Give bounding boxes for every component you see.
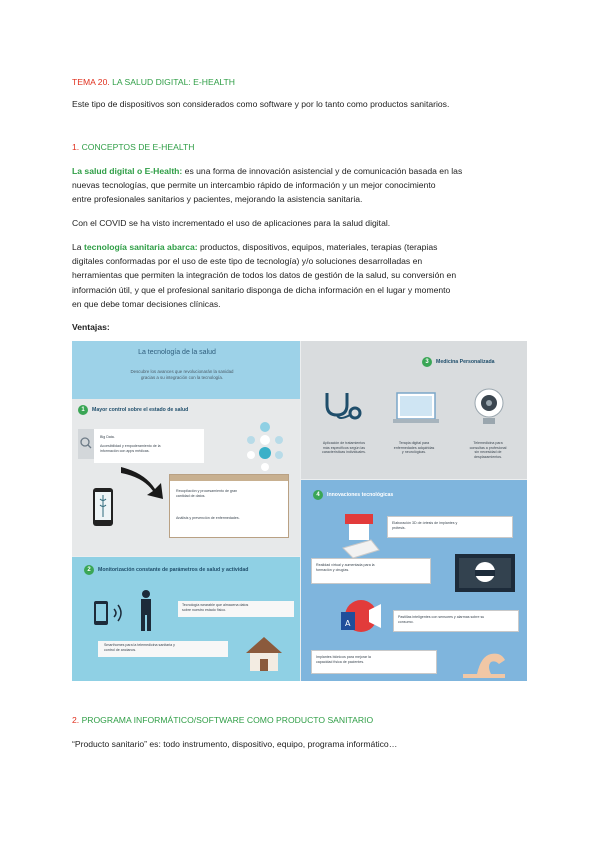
card-smarthome: Smarthomes para la telemedicina sanitaria y control de ancianos. — [98, 641, 228, 657]
card-vr: Realidad virtual y aumentada para la formación y cirugías. — [311, 558, 431, 584]
card-3d: Elaboración 3D de órtesis de implantes y prótesis. — [387, 516, 513, 538]
smartphone-medical-icon — [92, 487, 114, 527]
section1-title: CONCEPTOS DE E-HEALTH — [81, 142, 195, 152]
document-heading — [72, 75, 235, 89]
paragraph-salud-digital: La salud digital o E-Health: es una forma de innovación asistencial y de comunicación basada en las nuevas tecnologías, que permite un intercambio rápido de información y un mejor conocimiento entre profesionales sanitarios y pacientes, mejorando la asistencia sanitaria. — [72, 166, 463, 205]
card-wearable: Tecnología wearable que almacena datos sobre nuestro estado físico. — [178, 601, 294, 617]
big-data-card: Big Data. Accesibilidad y empoderamiento de la información con apps médicas. — [94, 429, 204, 463]
paragraph-covid: Con el COVID se ha visto incrementado el uso de aplicaciones para la salud digital. — [72, 218, 391, 228]
panel-medicina-personalizada: 3 Medicina Personalizada Aplicación de tratamientos más específicos según las características individuales. Terapia digital para enfermedades adquiridas y neurológicas. Telemedicina para consultas a profesional sin necesidad de desplazamientos. — [301, 341, 527, 479]
heading-title: LA SALUD DIGITAL: E-HEALTH — [112, 77, 236, 87]
infographic-title: La tecnología de la salud — [138, 349, 216, 356]
section-number-4: 4 — [313, 490, 323, 500]
section2-title: PROGRAMA INFORMÁTICO/SOFTWARE COMO PRODUCTO SANITARIO — [81, 715, 374, 725]
network-dots-icon — [232, 413, 298, 473]
section2-paragraph: “Producto sanitario” es: todo instrumento, dispositivo, equipo, programa informático… — [72, 739, 398, 749]
heading-prefix: TEMA 20. — [72, 77, 110, 87]
smart-pill-icon — [331, 598, 387, 638]
section-number-2: 2 — [84, 565, 94, 575]
section1-heading — [72, 140, 194, 154]
search-tab — [78, 429, 94, 459]
section2-heading — [72, 713, 373, 727]
infographic — [72, 341, 527, 681]
section-title-2: Monitorización constante de parámetros de salud y actividad — [98, 567, 249, 573]
section2-number: 2. — [72, 715, 80, 725]
term-salud-digital: La salud digital o E-Health: — [72, 166, 183, 176]
3d-printer-icon — [341, 510, 385, 560]
person-icon — [136, 589, 156, 635]
section-title-1: Mayor control sobre el estado de salud — [92, 407, 189, 413]
card-pills: Pastillas inteligentes con sensores y alarmas sobre su consumo. — [393, 610, 519, 632]
panel-control-salud — [72, 341, 300, 556]
svg-text:A: A — [345, 619, 351, 628]
section-number-1: 1 — [78, 405, 88, 415]
panel-monitorizacion — [72, 557, 300, 681]
infographic-subtitle: Descubre los avances que revolucionarán la sanidad gracias a su integración con la tecnología. — [130, 369, 234, 380]
laptop-icon — [391, 391, 441, 427]
section-number-3: 3 — [422, 357, 432, 367]
section1-number: 1. — [72, 142, 80, 152]
section-title-4: Innovaciones tecnológicas — [327, 492, 394, 498]
vr-headset-icon — [453, 552, 517, 598]
infographic-header — [72, 341, 300, 399]
house-icon — [242, 633, 286, 673]
search-icon — [78, 429, 94, 459]
browser-window: Recopilación y procesamiento de gran cantidad de datos. Análisis y prevención de enfermedades. — [169, 474, 289, 538]
arrow-icon — [117, 461, 172, 501]
wearable-icon — [92, 595, 142, 631]
section-title-3: Medicina Personalizada — [436, 359, 495, 365]
term-tecnologia: tecnología sanitaria abarca: — [83, 242, 198, 252]
stethoscope-icon — [319, 389, 363, 423]
webcam-icon — [469, 387, 509, 427]
ventajas-label: Ventajas: — [72, 322, 110, 332]
card-bionic: Implantes biónicos para mejorar la capacidad física de pacientes. — [311, 650, 437, 674]
panel-innovaciones — [301, 480, 527, 681]
paragraph-tecnologia: La tecnología sanitaria abarca: productos, dispositivos, equipos, materiales, terapias (terapias digitales conformadas por el uso de este tipo de tecnología) y/o soluciones desarrolladas en herramientas que permiten la integración de todos los datos de gestión de la salud, su conversión en información útil, y que el profesional sanitario disponga de dicha información en el lugar y momento en que debe tomar decisiones clínicas. — [72, 242, 457, 309]
bionic-arm-icon — [461, 648, 509, 678]
intro-paragraph: Este tipo de dispositivos son considerados como software y por lo tanto como productos sanitarios. — [72, 99, 450, 109]
